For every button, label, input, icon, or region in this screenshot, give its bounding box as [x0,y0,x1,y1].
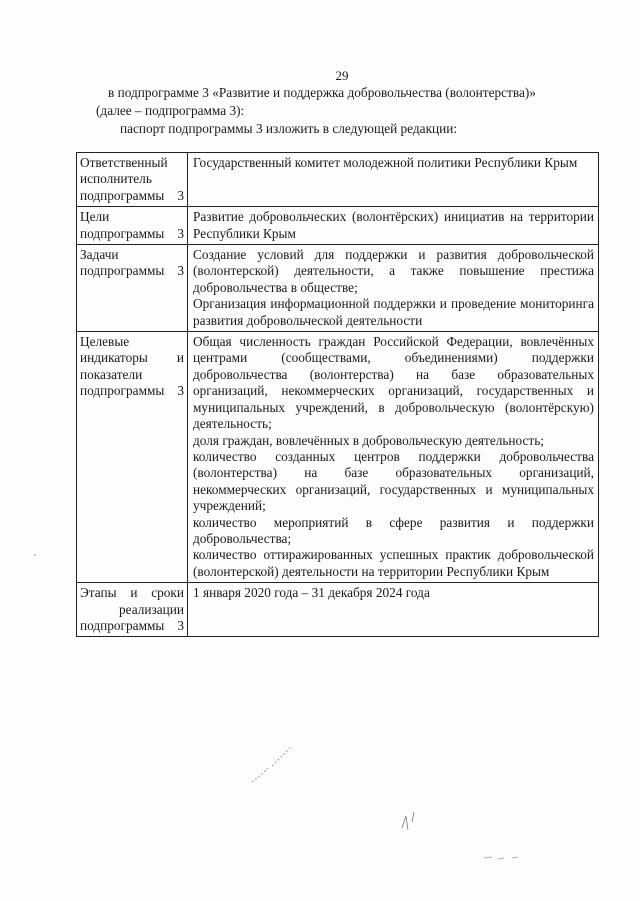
scan-mark [394,808,424,836]
content-paragraph: количество мероприятий в сфере развития и поддержки добровольчества; [193,514,594,546]
label-cell [77,245,188,332]
label-line: реализации [119,601,184,617]
label-line: подпрограммы 3 [80,225,184,241]
content-paragraph: Организация информационной поддержки и проведение мониторинга развития добровольческой деятельности [193,296,594,328]
label-cell [77,207,188,245]
content-paragraph: количество оттиражированных успешных практик добровольческой (волонтерской) деятельности на территории Республики Крым [193,547,594,579]
label-cell [77,583,188,637]
content-cell [188,245,599,332]
label-line: подпрограммы 3 [80,187,184,203]
label-cell [77,153,188,207]
label-line: подпрограммы 3 [80,617,184,633]
label-line: подпрограммы 3 [80,263,184,279]
intro-line-3: паспорт подпрограммы 3 изложить в следующей редакции: [120,121,458,136]
scan-mark [30,550,40,560]
table-row [77,153,599,207]
page-number: 29 [335,68,349,83]
table-row [77,207,599,245]
content-paragraph: Государственный комитет молодежной политики Республики Крым [193,155,578,170]
label-line: Цели [80,209,110,225]
label-line: Целевые [80,334,130,350]
content-paragraph: Создание условий для поддержки и развития добровольческой (волонтерской) деятельности, а также повышение престижа добровольчества в обществе; [193,247,594,295]
content-paragraph: Развитие добровольческих (волонтёрских) инициатив на территории Республики Крым [193,209,594,241]
intro-line-1: в подпрограмме 3 «Развитие и поддержка добровольчества (волонтерства)» [108,85,536,100]
content-paragraph: количество созданных центров поддержки добровольчества (волонтерства) на базе образовательных организаций, некоммерческих организаций, государственных и муниципальных учреждений; [193,448,594,514]
table-row [77,332,599,583]
content-cell [188,332,599,583]
content-cell [188,153,599,207]
label-line: Этапы и сроки [80,585,184,601]
content-paragraph: Общая численность граждан Российской Федерации, вовлечённых центрами (сообществами, объединениями) поддержки добровольчества (волонтерства) на базе образовательных организаций, некоммерческих организаций, государственных и муниципальных учреждений, в добровольческую (волонтёрскую) деятельность; [193,334,594,432]
scan-mark [482,850,522,864]
intro-text [96,84,596,138]
content-cell [188,207,599,245]
subprogram-passport-table [76,152,599,637]
table-row [77,245,599,332]
label-line: Ответственный [80,155,168,170]
label-line: индикаторы и [80,350,184,366]
table-row [77,583,599,637]
label-cell [77,332,188,583]
content-cell [188,583,599,637]
label-line: Задачи [80,247,119,263]
scan-mark [248,738,308,788]
content-paragraph: 1 января 2020 года – 31 декабря 2024 года [193,585,430,601]
label-line: исполнитель [80,171,152,187]
label-line: показатели [80,366,143,382]
content-paragraph: доля граждан, вовлечённых в добровольческую деятельность; [193,432,544,448]
intro-line-2: (далее – подпрограмма 3): [96,103,245,118]
label-line: подпрограммы 3 [80,383,184,399]
